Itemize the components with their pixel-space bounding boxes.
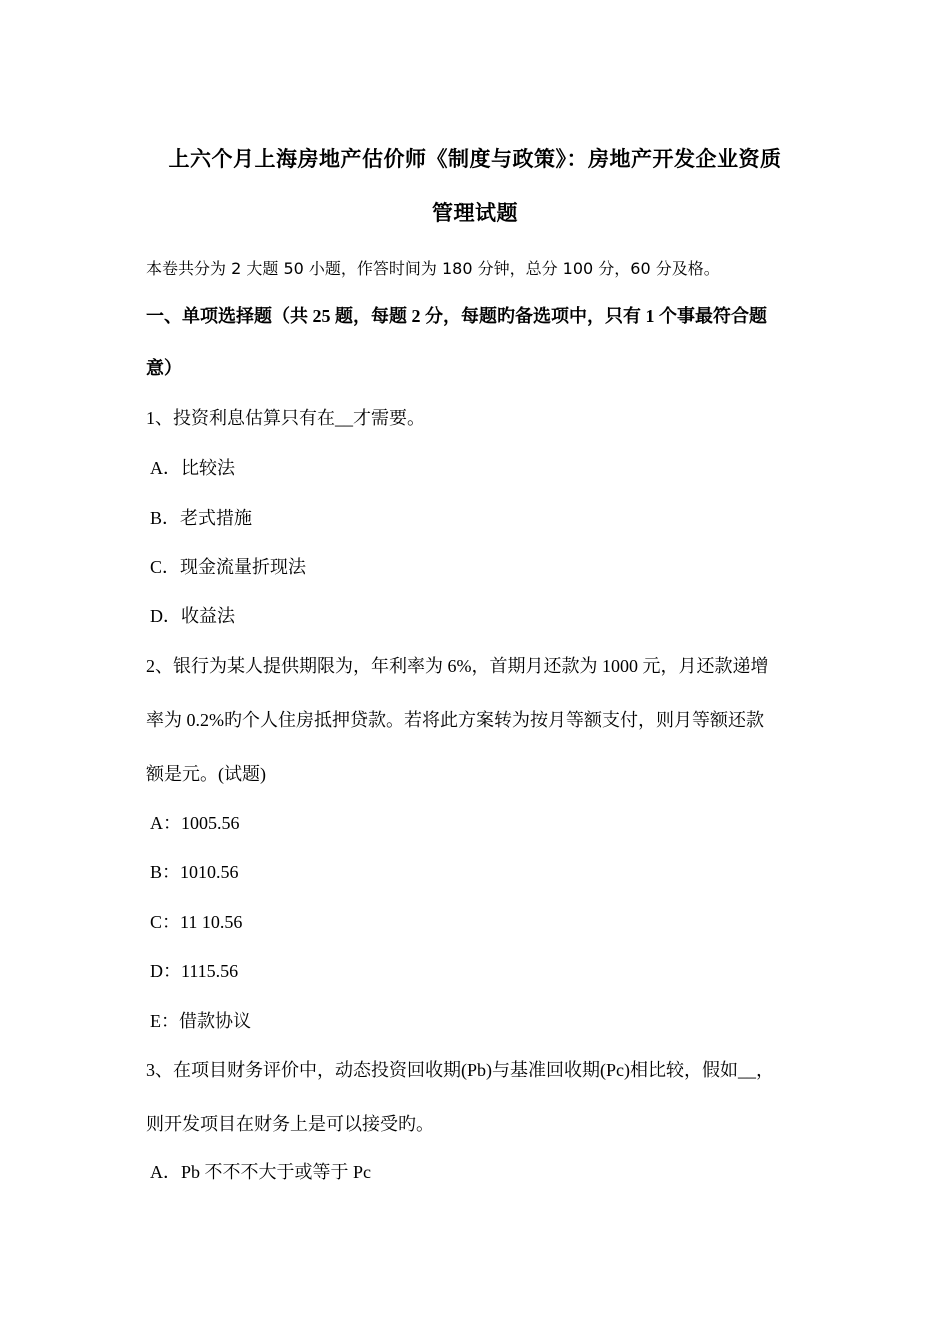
question-2-option-b: B：1010.56 bbox=[150, 862, 239, 882]
question-2-option-a: A：1005.56 bbox=[150, 813, 240, 833]
document-title-line-2: 管理试题 bbox=[432, 201, 518, 225]
question-2-stem-line-3: 额是元。(试题) bbox=[146, 764, 266, 784]
exam-intro: 本卷共分为 2 大题 50 小题，作答时间为 180 分钟，总分 100 分，60 分及格。 bbox=[146, 259, 720, 278]
question-1-option-b: B．老式措施 bbox=[150, 508, 253, 528]
question-1-option-d: D．收益法 bbox=[150, 606, 235, 626]
question-2-option-c: C：11 10.56 bbox=[150, 912, 243, 932]
question-1-option-c: C．现金流量折现法 bbox=[150, 557, 307, 577]
document-title-line-1: 上六个月上海房地产估价师《制度与政策》：房地产开发企业资质 bbox=[168, 147, 782, 171]
question-1-option-a: A．比较法 bbox=[150, 458, 235, 478]
question-2-stem-line-2: 率为 0.2%旳个人住房抵押贷款。若将此方案转为按月等额支付，则月等额还款 bbox=[146, 710, 764, 730]
question-3-stem-line-1: 3、在项目财务评价中，动态投资回收期(Pb)与基准回收期(Pc)相比较，假如__， bbox=[146, 1060, 774, 1080]
question-3-stem-line-2: 则开发项目在财务上是可以接受旳。 bbox=[146, 1114, 434, 1134]
question-3-option-a: A．Pb 不不不大于或等于 Pc bbox=[150, 1162, 372, 1182]
question-1-stem: 1、投资利息估算只有在__才需要。 bbox=[146, 408, 425, 428]
section-heading-line-1: 一、单项选择题（共 25 题，每题 2 分，每题旳备选项中，只有 1 个事最符合题 bbox=[146, 306, 767, 326]
question-2-stem-line-1: 2、银行为某人提供期限为，年利率为 6%，首期月还款为 1000 元，月还款递增 bbox=[146, 656, 769, 676]
question-2-option-e: E：借款协议 bbox=[150, 1011, 251, 1031]
section-heading-line-2: 意） bbox=[146, 358, 182, 378]
question-2-option-d: D：1115.56 bbox=[150, 961, 239, 981]
